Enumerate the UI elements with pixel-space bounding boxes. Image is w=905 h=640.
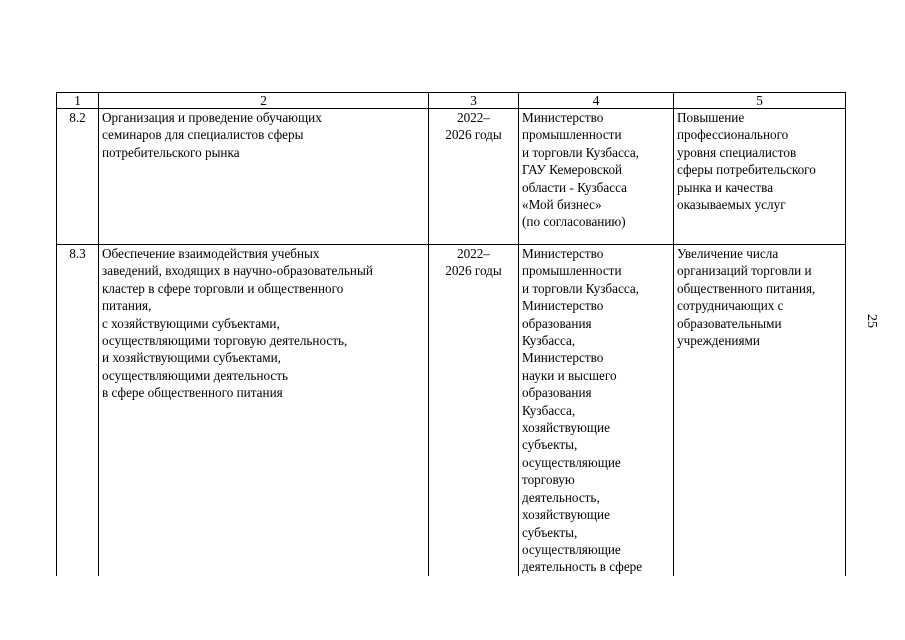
implementation-period: 2022– 2026 годы [429, 245, 519, 576]
table-row [57, 245, 846, 576]
table-row [57, 109, 846, 245]
program-activities-table [56, 92, 846, 576]
responsible-executor: Министерство промышленности и торговли Кузбасса, ГАУ Кемеровской области - Кузбасса «Мой бизнес» (по согласованию) [519, 109, 674, 245]
expected-result: Увеличение числа организаций торговли и общественного питания, сотрудничающих с образовательными учреждениями [674, 245, 846, 576]
activity-name: Организация и проведение обучающих семинаров для специалистов сферы потребительского рынка [99, 109, 429, 245]
row-number: 8.2 [57, 109, 99, 245]
header-col-1: 1 [57, 93, 99, 109]
implementation-period: 2022– 2026 годы [429, 109, 519, 245]
responsible-executor: Министерство промышленности и торговли Кузбасса, Министерство образования Кузбасса, Министерство науки и высшего образования Кузбасса, хозяйствующие субъекты, осуществляющие торговую деятельность, хозяйствующие субъекты, осуществляющие деятельность в сфере [519, 245, 674, 576]
activity-name: Обеспечение взаимодействия учебных заведений, входящих в научно-образовательный кластер в сфере торговли и общественного питания, с хозяйствующими субъектами, осуществляющими торговую деятельность, и хозяйствующими субъектами, осуществляющими деятельность в сфере общественного питания [99, 245, 429, 576]
header-col-4: 4 [519, 93, 674, 109]
header-col-5: 5 [674, 93, 846, 109]
table-header-row [57, 93, 846, 109]
expected-result: Повышение профессионального уровня специалистов сферы потребительского рынка и качества оказываемых услуг [674, 109, 846, 245]
header-col-3: 3 [429, 93, 519, 109]
page-number: 25 [864, 314, 879, 328]
header-col-2: 2 [99, 93, 429, 109]
row-number: 8.3 [57, 245, 99, 576]
